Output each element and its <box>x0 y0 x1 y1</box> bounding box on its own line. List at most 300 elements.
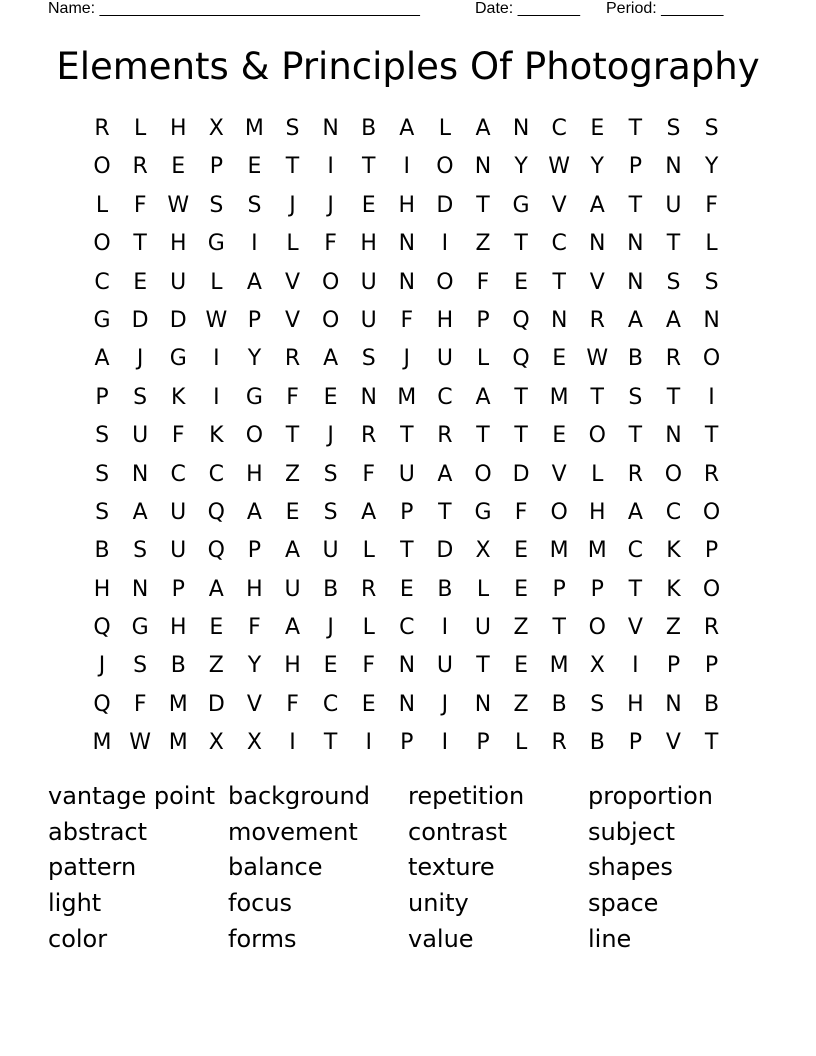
grid-letter: B <box>361 116 377 141</box>
grid-letter: N <box>665 691 682 717</box>
grid-letter: P <box>704 653 719 679</box>
grid-letter: F <box>476 269 490 295</box>
grid-letter: F <box>286 691 299 717</box>
worksheet-header <box>48 0 738 20</box>
grid-letter: H <box>436 307 454 333</box>
grid-letter: P <box>95 384 109 410</box>
grid-letter: W <box>205 307 228 333</box>
grid-letter: I <box>632 653 639 679</box>
grid-letter: P <box>666 653 681 679</box>
grid-letter: J <box>136 346 144 372</box>
grid-letter: E <box>133 269 148 295</box>
grid-letter: P <box>171 576 185 602</box>
grid-letter: O <box>245 423 264 449</box>
grid-letter: N <box>398 269 416 295</box>
grid-letter: V <box>589 269 605 295</box>
grid-letter: F <box>324 231 337 257</box>
grid-letter: M <box>92 730 112 756</box>
grid-letter: U <box>170 499 187 525</box>
grid-letter: T <box>285 423 300 449</box>
grid-letter: D <box>131 307 149 333</box>
grid-row <box>83 110 731 148</box>
grid-row <box>83 417 731 455</box>
grid-letter: X <box>208 116 224 141</box>
grid-letter: U <box>322 538 339 564</box>
grid-letter: T <box>704 423 719 449</box>
grid-letter: M <box>587 538 607 564</box>
grid-row <box>83 302 731 340</box>
grid-letter: H <box>284 653 301 679</box>
grid-letter: V <box>284 307 301 333</box>
grid-letter: H <box>169 231 187 257</box>
grid-letter: R <box>361 576 377 602</box>
grid-letter: E <box>323 384 338 410</box>
grid-letter: E <box>247 154 262 180</box>
grid-letter: F <box>133 691 147 717</box>
grid-letter: U <box>284 576 301 602</box>
grid-letter: C <box>208 461 225 487</box>
grid-letter: X <box>475 538 491 564</box>
word-bank-item: contrast <box>408 817 507 846</box>
word-search-grid <box>83 110 731 763</box>
grid-letter: T <box>133 231 147 257</box>
grid-letter: I <box>327 154 334 180</box>
grid-letter: E <box>590 116 605 141</box>
grid-letter: Y <box>247 653 262 679</box>
grid-letter: W <box>586 346 609 372</box>
grid-letter: Z <box>513 691 529 717</box>
grid-letter: H <box>360 231 377 257</box>
grid-letter: H <box>627 691 644 717</box>
grid-letter: I <box>251 231 258 257</box>
grid-letter: V <box>246 691 262 717</box>
grid-letter: O <box>702 346 721 372</box>
grid-letter: Y <box>514 154 528 180</box>
grid-letter: A <box>361 499 377 525</box>
grid-letter: R <box>703 461 720 487</box>
grid-letter: E <box>209 615 224 641</box>
period-field-label: Period: _______ <box>606 0 724 17</box>
grid-letter: F <box>362 461 376 487</box>
grid-letter: T <box>590 384 604 410</box>
grid-letter: G <box>169 346 187 372</box>
grid-letter: P <box>476 307 490 333</box>
grid-letter: O <box>436 269 454 295</box>
grid-letter: I <box>213 346 220 372</box>
grid-letter: F <box>248 615 261 641</box>
word-bank-item: repetition <box>408 782 525 810</box>
grid-letter: S <box>247 192 262 218</box>
grid-letter: L <box>705 231 718 257</box>
word-bank <box>48 779 768 957</box>
grid-letter: V <box>551 192 567 218</box>
grid-letter: U <box>436 346 453 372</box>
grid-letter: T <box>438 499 452 525</box>
grid-letter: F <box>133 192 147 218</box>
grid-letter: R <box>665 346 682 372</box>
grid-letter: O <box>93 154 111 180</box>
word-bank-item: balance <box>228 853 323 882</box>
grid-row <box>83 379 731 417</box>
word-bank-item: shapes <box>588 853 673 882</box>
grid-letter: U <box>436 653 453 679</box>
grid-letter: T <box>323 730 338 756</box>
grid-letter: E <box>552 346 567 372</box>
grid-letter: S <box>95 461 110 487</box>
grid-letter: T <box>476 192 490 218</box>
grid-letter: A <box>94 346 110 372</box>
word-bank-item: space <box>588 889 659 918</box>
grid-letter: T <box>628 116 643 141</box>
grid-letter: A <box>665 307 681 333</box>
grid-letter: R <box>551 730 567 756</box>
grid-letter: Q <box>93 615 111 641</box>
grid-letter: R <box>703 615 720 641</box>
grid-letter: O <box>474 461 492 487</box>
date-field-label: Date: _______ <box>475 0 580 17</box>
grid-row <box>83 187 731 225</box>
grid-letter: N <box>627 269 644 295</box>
grid-letter: Y <box>590 154 604 180</box>
grid-letter: L <box>362 615 375 641</box>
grid-letter: N <box>703 307 720 333</box>
grid-letter: H <box>246 461 263 487</box>
grid-row <box>83 340 731 378</box>
grid-letter: H <box>588 499 606 525</box>
word-bank-item: line <box>588 924 632 953</box>
grid-letter: E <box>514 538 529 564</box>
grid-letter: E <box>514 269 529 295</box>
grid-letter: P <box>247 307 262 333</box>
grid-letter: D <box>436 538 454 564</box>
grid-letter: A <box>246 269 262 295</box>
grid-letter: N <box>398 653 416 679</box>
grid-letter: L <box>286 231 299 257</box>
grid-letter: F <box>171 423 185 449</box>
grid-letter: G <box>93 307 111 333</box>
grid-row <box>83 456 731 494</box>
grid-letter: F <box>400 307 414 333</box>
word-bank-row <box>48 850 768 886</box>
grid-letter: N <box>627 231 644 257</box>
grid-letter: Z <box>475 231 491 257</box>
grid-row <box>83 686 731 724</box>
grid-letter: B <box>170 653 186 679</box>
grid-letter: F <box>705 192 718 218</box>
word-bank-item: background <box>228 782 370 810</box>
grid-letter: T <box>552 269 566 295</box>
grid-letter: H <box>246 576 263 602</box>
grid-letter: L <box>476 576 490 602</box>
grid-letter: A <box>399 116 415 141</box>
grid-letter: R <box>589 307 605 333</box>
grid-letter: O <box>702 499 721 525</box>
grid-letter: S <box>133 538 148 564</box>
grid-letter: T <box>476 653 490 679</box>
grid-letter: Q <box>93 691 111 717</box>
grid-row <box>83 264 731 302</box>
grid-letter: H <box>169 116 187 141</box>
grid-letter: V <box>551 461 567 487</box>
grid-row <box>83 532 731 570</box>
name-field-label: Name: ____________________________________ <box>48 0 420 17</box>
grid-letter: S <box>590 691 605 717</box>
word-bank-item: light <box>48 889 102 918</box>
grid-letter: I <box>289 730 296 756</box>
grid-letter: T <box>666 231 681 257</box>
grid-row <box>83 609 731 647</box>
grid-letter: G <box>245 384 263 410</box>
grid-letter: T <box>476 423 490 449</box>
grid-letter: M <box>397 384 417 410</box>
grid-letter: O <box>321 269 340 295</box>
grid-letter: L <box>514 730 528 756</box>
grid-letter: L <box>476 346 490 372</box>
word-bank-item: forms <box>228 924 297 953</box>
grid-letter: A <box>627 499 643 525</box>
grid-letter: E <box>399 576 414 602</box>
grid-letter: Y <box>704 154 719 180</box>
grid-letter: X <box>589 653 605 679</box>
grid-letter: T <box>628 423 643 449</box>
grid-letter: A <box>208 576 224 602</box>
word-bank-item: movement <box>228 817 358 846</box>
grid-letter: L <box>591 461 604 487</box>
grid-letter: Q <box>207 538 225 564</box>
grid-letter: T <box>628 576 643 602</box>
grid-letter: D <box>169 307 187 333</box>
grid-letter: N <box>589 231 606 257</box>
grid-letter: C <box>322 691 339 717</box>
grid-letter: T <box>628 192 643 218</box>
grid-letter: J <box>441 691 449 717</box>
grid-letter: S <box>209 192 224 218</box>
grid-letter: C <box>94 269 110 295</box>
grid-letter: C <box>551 116 567 141</box>
word-bank-item: color <box>48 924 108 953</box>
grid-letter: A <box>132 499 148 525</box>
grid-letter: U <box>474 615 492 641</box>
grid-letter: G <box>207 231 225 257</box>
grid-letter: M <box>549 538 569 564</box>
grid-letter: E <box>323 653 338 679</box>
grid-letter: Z <box>665 615 681 641</box>
grid-letter: W <box>548 154 571 180</box>
grid-letter: F <box>514 499 528 525</box>
grid-letter: A <box>475 116 491 141</box>
grid-letter: U <box>665 192 682 218</box>
word-bank-row <box>48 815 768 851</box>
grid-letter: L <box>134 116 147 141</box>
grid-letter: V <box>627 615 643 641</box>
grid-letter: U <box>360 307 377 333</box>
grid-letter: B <box>551 691 567 717</box>
grid-letter: S <box>666 269 681 295</box>
grid-letter: W <box>167 192 190 218</box>
word-bank-item: vantage point <box>48 782 216 810</box>
grid-letter: R <box>361 423 377 449</box>
grid-letter: J <box>327 192 334 218</box>
grid-letter: S <box>133 653 148 679</box>
grid-letter: T <box>514 423 528 449</box>
grid-letter: P <box>704 538 719 564</box>
grid-letter: G <box>474 499 492 525</box>
grid-letter: O <box>93 231 111 257</box>
grid-letter: N <box>322 116 339 141</box>
grid-letter: A <box>284 538 301 564</box>
grid-letter: M <box>549 653 569 679</box>
grid-letter: P <box>400 730 414 756</box>
word-bank-item: pattern <box>48 853 137 882</box>
word-bank-row <box>48 779 768 815</box>
word-bank-item: proportion <box>588 782 714 810</box>
grid-row <box>83 571 731 609</box>
grid-row <box>83 647 731 685</box>
grid-letter: T <box>704 730 719 756</box>
grid-letter: N <box>474 154 492 180</box>
grid-letter: S <box>704 116 719 141</box>
grid-letter: E <box>514 576 529 602</box>
grid-letter: A <box>437 461 453 487</box>
grid-letter: P <box>247 538 262 564</box>
word-bank-row <box>48 922 768 958</box>
grid-letter: D <box>436 192 454 218</box>
grid-letter: V <box>284 269 301 295</box>
grid-letter: N <box>550 307 568 333</box>
grid-letter: N <box>131 461 149 487</box>
grid-letter: E <box>361 192 376 218</box>
grid-letter: R <box>437 423 453 449</box>
grid-letter: D <box>207 691 225 717</box>
grid-letter: B <box>704 691 720 717</box>
grid-letter: J <box>98 653 106 679</box>
grid-letter: R <box>284 346 301 372</box>
grid-row <box>83 494 731 532</box>
grid-letter: N <box>474 691 492 717</box>
grid-letter: T <box>514 384 528 410</box>
grid-letter: S <box>323 499 338 525</box>
grid-letter: X <box>208 730 224 756</box>
grid-letter: D <box>512 461 530 487</box>
grid-letter: C <box>627 538 644 564</box>
grid-letter: G <box>512 192 530 218</box>
grid-letter: F <box>362 653 376 679</box>
grid-letter: L <box>210 269 223 295</box>
grid-letter: P <box>590 576 604 602</box>
grid-letter: Z <box>208 653 224 679</box>
grid-letter: G <box>131 615 149 641</box>
grid-letter: B <box>94 538 110 564</box>
grid-row <box>83 724 731 762</box>
grid-letter: P <box>552 576 566 602</box>
grid-letter: J <box>289 192 296 218</box>
grid-letter: A <box>246 499 262 525</box>
grid-letter: A <box>589 192 605 218</box>
grid-letter: T <box>400 423 414 449</box>
grid-letter: M <box>168 730 188 756</box>
grid-letter: N <box>665 154 682 180</box>
grid-letter: U <box>170 269 187 295</box>
grid-letter: C <box>170 461 186 487</box>
grid-letter: P <box>400 499 414 525</box>
word-bank-item: focus <box>228 889 293 918</box>
grid-letter: K <box>666 538 681 564</box>
grid-letter: L <box>95 192 109 218</box>
grid-letter: Z <box>513 615 529 641</box>
grid-letter: S <box>704 269 719 295</box>
word-bank-item: subject <box>588 817 675 846</box>
grid-letter: A <box>475 384 491 410</box>
grid-letter: A <box>284 615 301 641</box>
grid-letter: N <box>665 423 682 449</box>
grid-letter: I <box>213 384 220 410</box>
grid-row <box>83 148 731 186</box>
grid-letter: Q <box>512 307 530 333</box>
grid-letter: C <box>437 384 453 410</box>
grid-letter: T <box>400 538 414 564</box>
grid-letter: K <box>666 576 681 602</box>
grid-letter: E <box>171 154 186 180</box>
grid-letter: H <box>93 576 111 602</box>
grid-letter: O <box>436 154 454 180</box>
grid-letter: E <box>285 499 300 525</box>
grid-letter: O <box>588 423 606 449</box>
grid-letter: B <box>323 576 339 602</box>
grid-letter: U <box>132 423 149 449</box>
grid-letter: N <box>512 116 530 141</box>
grid-letter: N <box>360 384 377 410</box>
grid-letter: V <box>665 730 681 756</box>
grid-letter: S <box>95 423 110 449</box>
grid-letter: I <box>441 615 449 641</box>
grid-letter: U <box>398 461 415 487</box>
grid-letter: U <box>360 269 377 295</box>
grid-letter: E <box>552 423 567 449</box>
grid-letter: C <box>399 615 415 641</box>
grid-letter: E <box>361 691 376 717</box>
grid-letter: S <box>666 116 681 141</box>
grid-letter: R <box>132 154 148 180</box>
grid-letter: A <box>323 346 339 372</box>
grid-letter: F <box>286 384 299 410</box>
word-bank-item: abstract <box>48 817 148 846</box>
grid-letter: S <box>628 384 643 410</box>
grid-letter: K <box>171 384 186 410</box>
word-bank-item: unity <box>408 889 469 918</box>
grid-letter: P <box>628 154 642 180</box>
grid-letter: Y <box>247 346 262 372</box>
grid-letter: M <box>168 691 188 717</box>
grid-letter: U <box>170 538 187 564</box>
grid-letter: I <box>708 384 715 410</box>
grid-letter: O <box>664 461 683 487</box>
grid-letter: E <box>514 653 529 679</box>
grid-letter: R <box>94 116 110 141</box>
grid-letter: Q <box>207 499 225 525</box>
grid-letter: M <box>549 384 569 410</box>
grid-letter: M <box>244 116 264 141</box>
grid-letter: O <box>588 615 606 641</box>
page-title: Elements & Principles Of Photography <box>56 45 760 88</box>
grid-letter: O <box>321 307 340 333</box>
word-bank-item: texture <box>408 853 495 882</box>
grid-letter: R <box>627 461 643 487</box>
grid-row <box>83 225 731 263</box>
grid-letter: Q <box>512 346 530 372</box>
grid-letter: P <box>476 730 490 756</box>
grid-letter: W <box>129 730 152 756</box>
grid-letter: S <box>285 116 300 141</box>
